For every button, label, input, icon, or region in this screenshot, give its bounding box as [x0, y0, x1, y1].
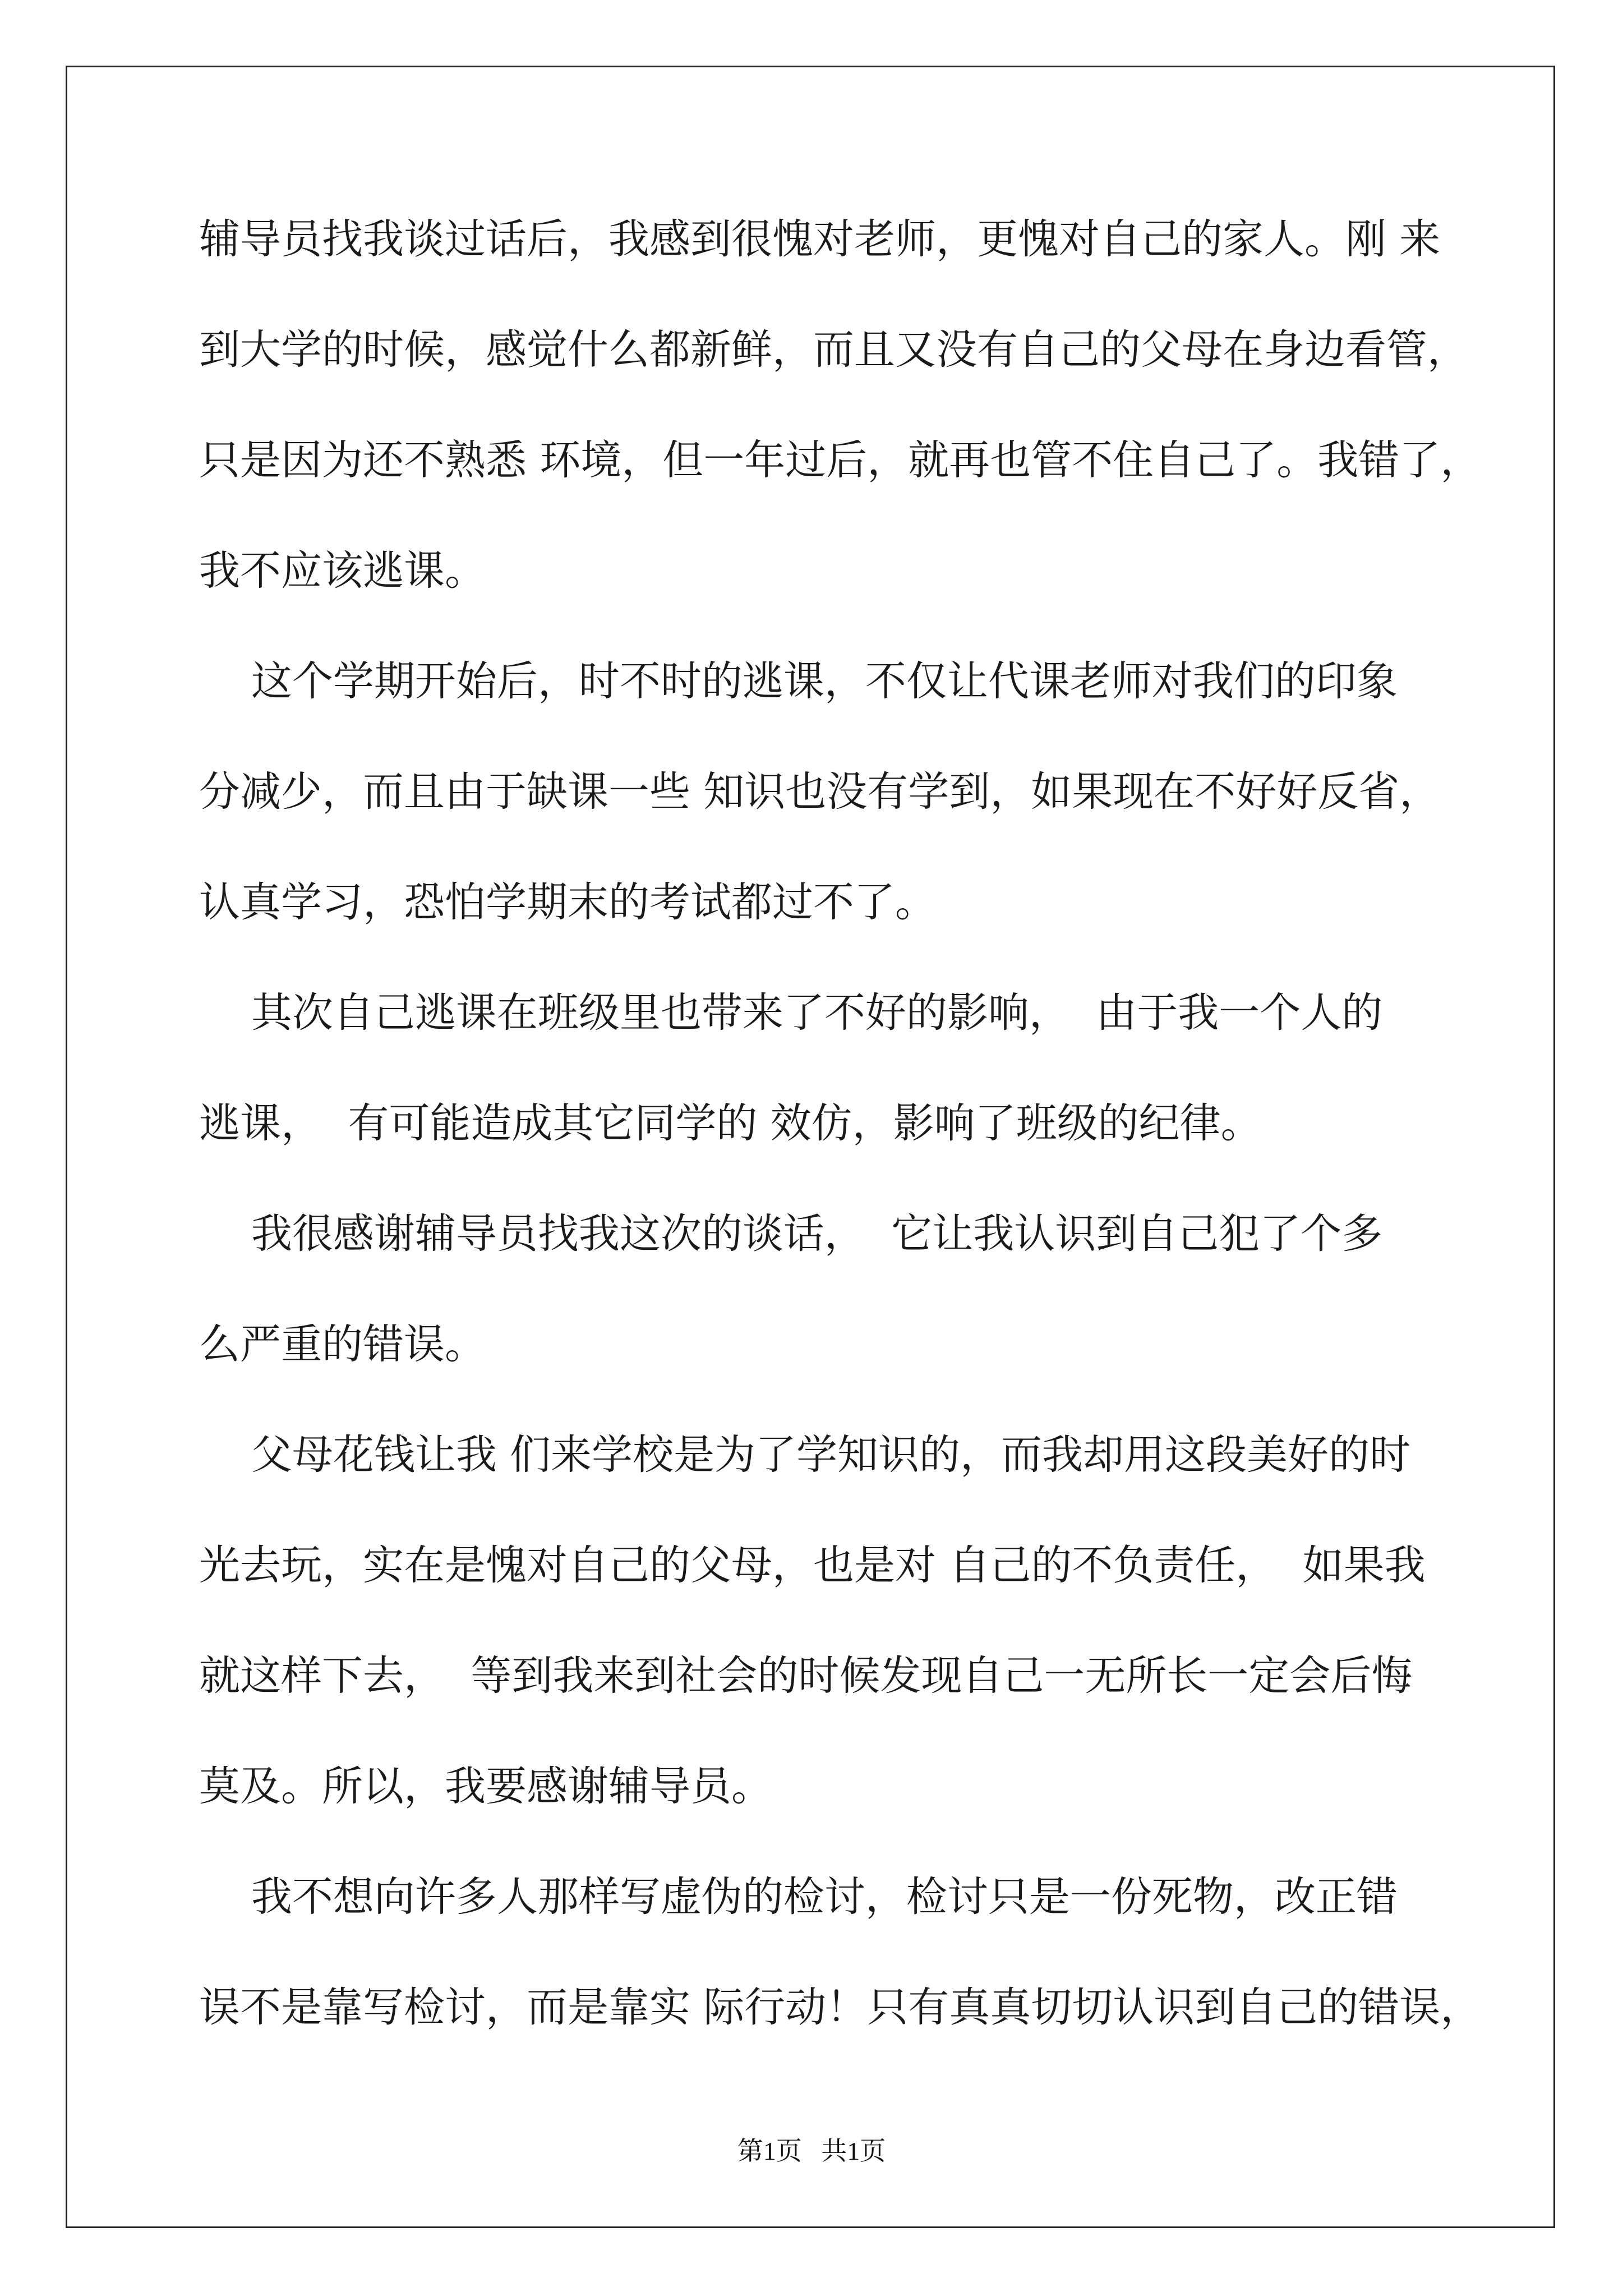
- text-line: 其次自己逃课在班级里也带来了不好的影响， 由于我一个人的: [199, 989, 1383, 1037]
- text-line: 误不是靠写检讨，而是靠实 际行动！只有真真切切认识到自己的错误，: [199, 1984, 1482, 2031]
- text-line: 认真学习，恐怕学期末的考试都过不了。: [199, 878, 936, 926]
- text-line: 逃课， 有可能造成其它同学的 效仿，影响了班级的纪律。: [199, 1099, 1262, 1147]
- page-number-footer: 第1页 共1页: [737, 2137, 886, 2165]
- text-line: 我不想向许多人那样写虚伪的检讨，检讨只是一份死物，改正错: [199, 1873, 1398, 1921]
- text-line: 只是因为还不熟悉 环境，但一年过后，就再也管不住自己了。我错了，: [199, 436, 1482, 484]
- text-line: 到大学的时候，感觉什么都新鲜，而且又没有自己的父母在身边看管，: [199, 326, 1468, 374]
- text-line: 莫及。所以，我要感谢辅导员。: [199, 1763, 772, 1810]
- text-line: 分减少，而且由于缺课一些 知识也没有学到，如果现在不好好反省，: [199, 768, 1441, 816]
- text-line: 就这样下去， 等到我来到社会的时候发现自己一无所长一定会后悔: [199, 1652, 1413, 1700]
- text-line: 父母花钱让我 们来学校是为了学知识的，而我却用这段美好的时: [199, 1431, 1411, 1479]
- text-line: 我不应该逃课。: [199, 547, 486, 595]
- text-line: 么严重的错误。: [199, 1320, 486, 1368]
- document-body: [199, 215, 1482, 2097]
- text-line: 光去玩，实在是愧对自己的父母，也是对 自己的不负责任， 如果我: [199, 1542, 1426, 1589]
- text-line: 我很感谢辅导员找我这次的谈话， 它让我认识到自己犯了个多: [199, 1210, 1383, 1258]
- text-line: 辅导员找我谈过话后，我感到很愧对老师，更愧对自己的家人。刚 来: [199, 215, 1441, 263]
- text-line: 这个学期开始后，时不时的逃课，不仅让代课老师对我们的印象: [199, 657, 1398, 705]
